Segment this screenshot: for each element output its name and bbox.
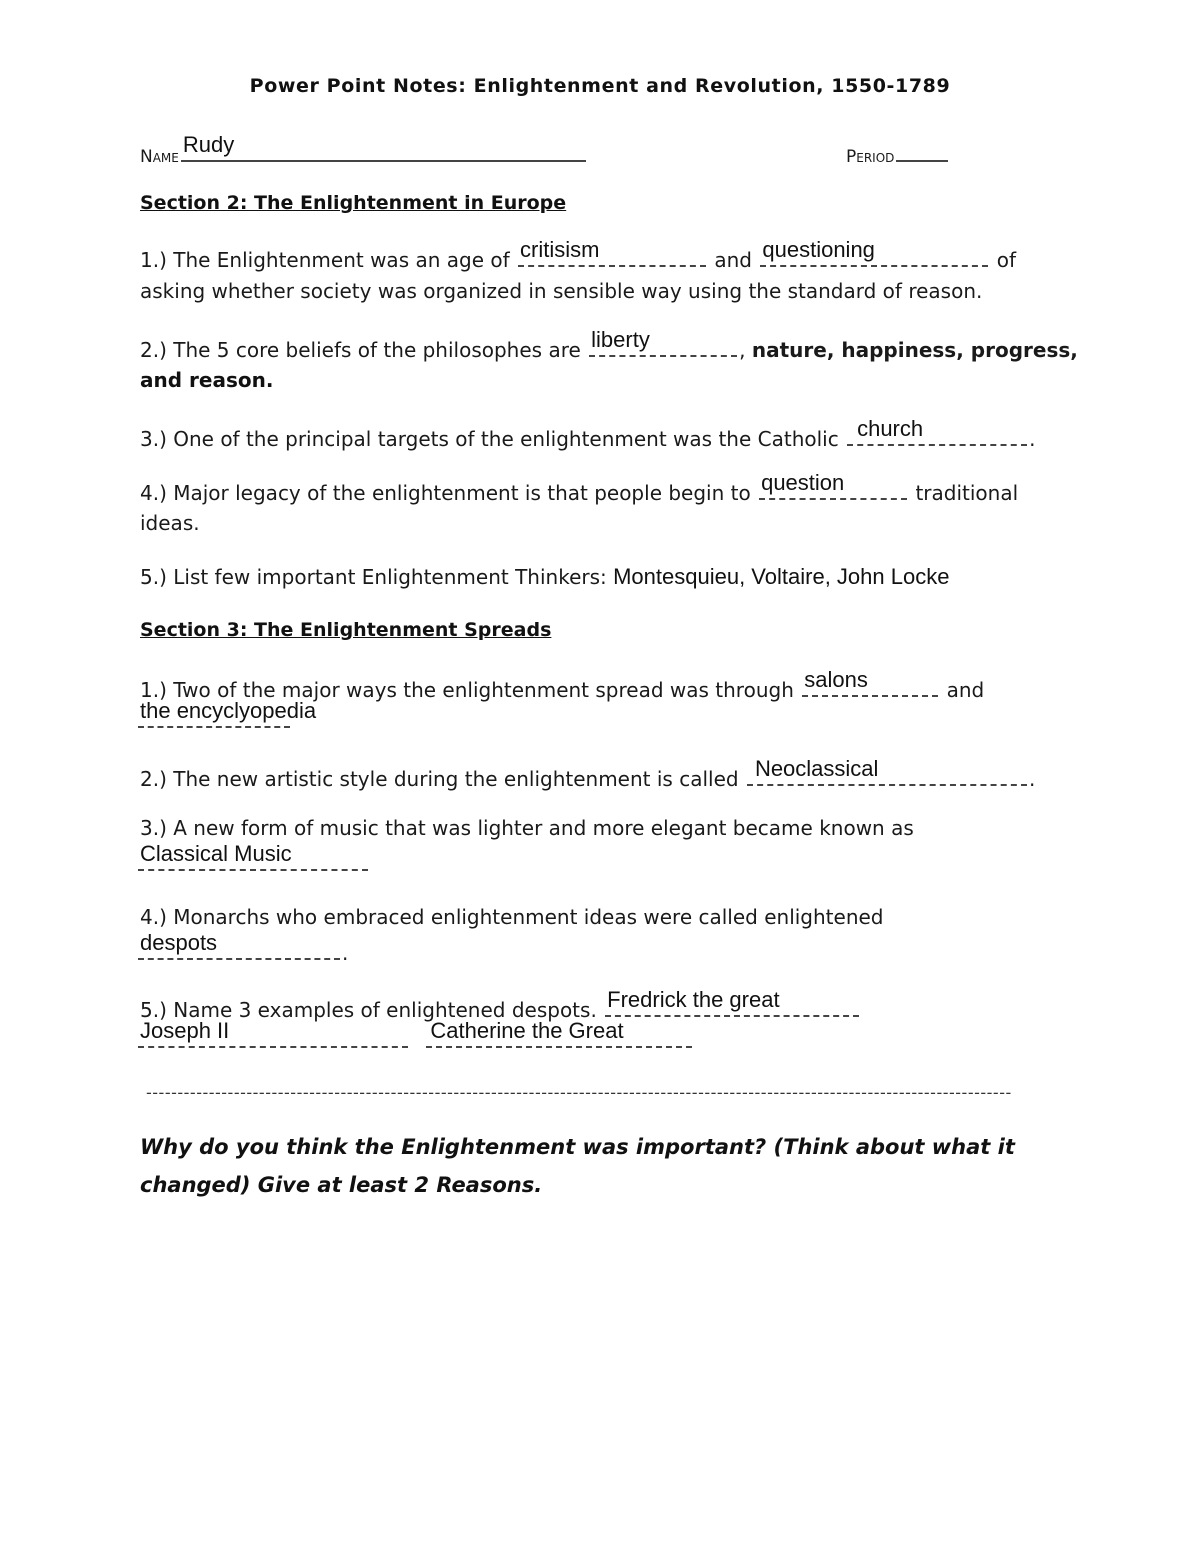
s2-q5-prefix: 5.) List few important Enlightenment Thinkers:	[140, 565, 607, 589]
s2-q1-suffix: of	[996, 248, 1017, 272]
s3-q4-blank[interactable]	[138, 930, 340, 960]
s2-q3-blank[interactable]	[847, 416, 1027, 446]
s2-q2-prefix: 2.) The 5 core beliefs of the philosophes are	[140, 338, 581, 362]
dashed-divider: ------------------------------------------------------------------------------------------------------------------------------------------	[146, 1083, 1012, 1102]
closing-question-line1: Why do you think the Enlightenment was important? (Think about what it	[140, 1135, 1015, 1159]
s2-q4-line2: ideas.	[140, 511, 200, 535]
section-3-heading: Section 3: The Enlightenment Spreads	[140, 619, 552, 641]
name-row	[140, 132, 588, 167]
name-value: Rudy	[182, 132, 235, 157]
s3-q3-line2	[136, 841, 370, 876]
s2-q2-rest: nature, happiness, progress,	[751, 338, 1078, 362]
page-title: Power Point Notes: Enlightenment and Revolution, 1550-1789	[249, 75, 951, 97]
s2-q4-answer: question	[761, 470, 845, 495]
s2-q2-comma: ,	[739, 338, 746, 362]
s2-q4-blank[interactable]	[759, 470, 907, 500]
closing-question-line2: changed) Give at least 2 Reasons.	[140, 1173, 543, 1197]
s3-q2-answer: Neoclassical	[754, 756, 879, 781]
s3-q2-blank[interactable]	[747, 756, 1027, 786]
s2-q4-prefix: 4.) Major legacy of the enlightenment is that people begin to	[140, 481, 751, 505]
s3-q1-answer1: salons	[804, 667, 868, 692]
name-label: Name	[140, 147, 179, 167]
section-2-heading: Section 2: The Enlightenment in Europe	[140, 192, 567, 214]
s2-q1-blank2[interactable]	[760, 237, 988, 267]
s2-q2-answer: liberty	[591, 327, 650, 352]
s2-q3-prefix: 3.) One of the principal targets of the enlightenment was the Catholic	[140, 427, 839, 451]
period-field[interactable]	[896, 138, 948, 162]
s3-q5-blank1[interactable]	[605, 987, 859, 1017]
s3-q3-blank[interactable]	[138, 841, 368, 871]
s2-q3	[140, 416, 1036, 451]
s3-q5-blank3[interactable]	[426, 1018, 692, 1048]
s3-q5-answer1: Fredrick the great	[607, 987, 780, 1012]
s3-q4-line1: 4.) Monarchs who embraced enlightenment ideas were called enlightened	[140, 905, 884, 929]
s3-q5-line2	[136, 1018, 694, 1053]
s2-q2-blank[interactable]	[589, 327, 737, 357]
name-field[interactable]	[181, 132, 586, 162]
s2-q3-end: .	[1029, 427, 1036, 451]
s3-q5-answer2: Joseph II	[140, 1018, 230, 1043]
s2-q1-blank1[interactable]	[518, 237, 706, 267]
s2-q1-answer1: critisism	[520, 237, 600, 262]
period-label: Period	[846, 147, 895, 167]
s3-q4-end: .	[342, 941, 349, 965]
s2-q1-line1	[140, 237, 1017, 272]
s3-q3-line1: 3.) A new form of music that was lighter and more elegant became known as	[140, 816, 914, 840]
s3-q1-blank1[interactable]	[802, 667, 938, 697]
s3-q3-answer: Classical Music	[140, 841, 292, 866]
s3-q5-answer3: Catherine the Great	[430, 1018, 624, 1043]
s2-q1-and: and	[714, 248, 753, 272]
s3-q4-answer: despots	[140, 930, 218, 955]
s2-q4-suffix: traditional	[915, 481, 1019, 505]
s3-q1-and: and	[946, 678, 985, 702]
s3-q1-prefix: 1.) Two of the major ways the enlightenment spread was through	[140, 678, 794, 702]
s3-q5-prefix: 5.) Name 3 examples of enlightened despots.	[140, 998, 597, 1022]
s2-q4-line1	[140, 470, 1019, 505]
s2-q1-answer2: questioning	[762, 237, 875, 262]
s3-q1-answer2: the encyclyopedia	[140, 698, 317, 723]
s3-q4-line2	[136, 930, 349, 965]
s3-q5-blank2[interactable]	[138, 1018, 408, 1048]
s2-q5-answer: Montesquieu, Voltaire, John Locke	[613, 564, 950, 589]
s3-q1-line2	[136, 698, 317, 733]
s3-q1-blank2[interactable]	[138, 698, 317, 728]
s2-q2-line2: and reason.	[140, 368, 274, 392]
period-row	[846, 138, 950, 167]
s3-q2-prefix: 2.) The new artistic style during the enlightenment is called	[140, 767, 739, 791]
s2-q3-answer: church	[857, 416, 924, 441]
s2-q1-prefix: 1.) The Enlightenment was an age of	[140, 248, 510, 272]
s2-q2-line1	[140, 327, 1078, 362]
s3-q2-end: .	[1028, 767, 1036, 791]
s2-q1-line2: asking whether society was organized in sensible way using the standard of reason.	[140, 279, 983, 303]
s3-q2	[140, 756, 1036, 791]
s2-q5	[140, 564, 949, 590]
